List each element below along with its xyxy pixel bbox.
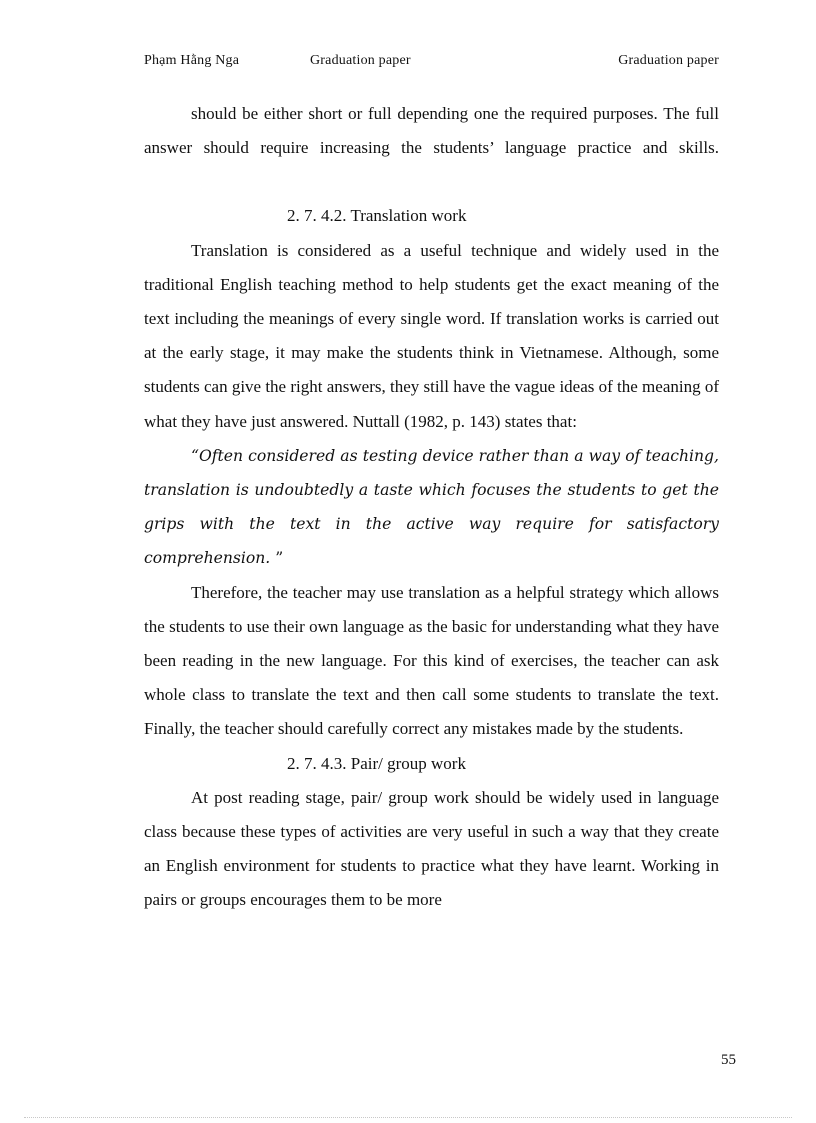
page-bottom-border — [24, 1117, 792, 1118]
page-body — [144, 97, 719, 918]
paragraph-translation-intro: Translation is considered as a useful technique and widely used in the traditional English teaching method to help students get the exact meaning of the text including the meanings of every single word. If translation works is carried out at the early stage, it may make the students think in Vietnamese. Although, some students can give the right answers, they still have the vague ideas of the meaning of what they have just answered. Nuttall (1982, p. 143) states that: — [144, 240, 720, 431]
page-number: 55 — [721, 1052, 736, 1068]
block-quote — [144, 439, 719, 576]
continuation-end: skills. — [678, 138, 719, 158]
section-heading-translation: 2. 7. 4.2. Translation work — [287, 206, 467, 226]
paragraph-pair-group: At post reading stage, pair/ group work should be widely used in language class because these types of activities are very useful in such a way that they create an English environment for students to practice what they have learnt. Working in pairs or groups encourages them to be more — [144, 787, 719, 910]
continuation-text: should be either short or full depending one the required purposes. The full answer should require increasing the students’ language practice and — [144, 104, 719, 158]
quote-text: “Often considered as testing device rather than a way of teaching, translation is undoubtedly a taste which focuses the students to get the grips with the text in the active way require for satisfactory comprehension. — [144, 446, 719, 568]
continuation-paragraph — [144, 97, 719, 165]
spacer — [144, 165, 719, 199]
header-center-title: Graduation paper — [310, 53, 411, 68]
section-heading-pair-group: 2. 7. 4.3. Pair/ group work — [287, 753, 466, 773]
paragraph-translation-strategy: Therefore, the teacher may use translation as a helpful strategy which allows the students to use their own language as the basic for understanding what they have been reading in the new language. For this kind of exercises, the teacher can ask whole class to translate the text and then call some students to translate the text. Finally, the teacher should carefully correct any mistakes made by the students. — [144, 582, 719, 739]
header-author: Phạm Hằng Nga — [144, 53, 240, 68]
header-right-title: Graduation paper — [618, 53, 719, 68]
quote-closing-mark: ” — [270, 549, 284, 568]
page-header — [144, 53, 719, 73]
